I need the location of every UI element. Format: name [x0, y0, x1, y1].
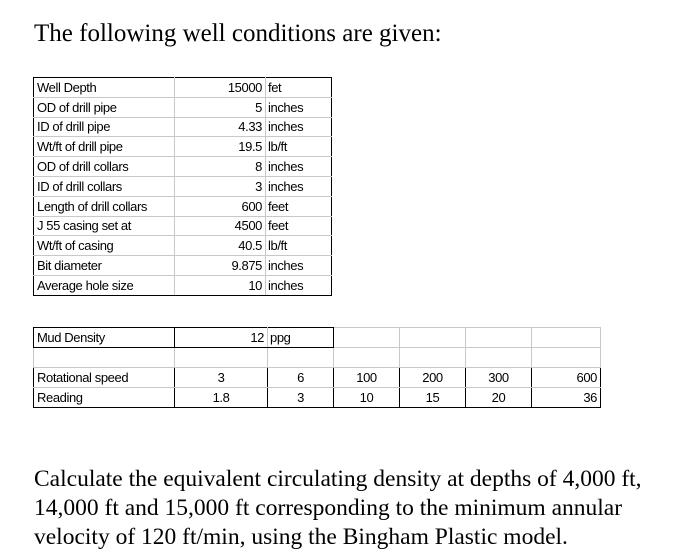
condition-label: OD of drill collars — [34, 157, 175, 177]
reading-cell: 20 — [466, 388, 532, 408]
empty-cell — [400, 348, 466, 368]
reading-cell: 36 — [532, 388, 601, 408]
rotational-speed-row — [34, 368, 601, 388]
empty-cell — [268, 348, 334, 368]
condition-unit: inches — [266, 117, 332, 137]
condition-row — [34, 117, 332, 137]
condition-value: 40.5 — [175, 236, 266, 256]
rotational-speed-label: Rotational speed — [34, 368, 175, 388]
question-text — [34, 465, 694, 552]
condition-unit: feet — [266, 216, 332, 236]
empty-cell — [175, 348, 268, 368]
question-line: Calculate the equivalent circulating density at depths of 4,000 ft, — [34, 466, 642, 492]
condition-label: Well Depth — [34, 78, 175, 98]
condition-row — [34, 137, 332, 157]
condition-unit: lb/ft — [266, 137, 332, 157]
question-line: velocity of 120 ft/min, using the Bingham Plastic model. — [34, 524, 568, 550]
condition-value: 3 — [175, 176, 266, 196]
condition-value: 19.5 — [175, 137, 266, 157]
empty-cell — [400, 328, 466, 348]
condition-value: 4.33 — [175, 117, 266, 137]
speed-cell: 3 — [175, 368, 268, 388]
condition-label: ID of drill pipe — [34, 117, 175, 137]
condition-unit: inches — [266, 97, 332, 117]
condition-label: Average hole size — [34, 275, 175, 295]
condition-unit: fet — [266, 78, 332, 98]
condition-value: 15000 — [175, 78, 266, 98]
reading-cell: 1.8 — [175, 388, 268, 408]
spacer-row — [34, 348, 601, 368]
empty-cell — [532, 348, 601, 368]
empty-cell — [334, 348, 400, 368]
condition-row — [34, 236, 332, 256]
condition-label: Bit diameter — [34, 256, 175, 276]
well-conditions-table — [33, 77, 332, 296]
condition-value: 5 — [175, 97, 266, 117]
condition-row — [34, 196, 332, 216]
condition-row — [34, 176, 332, 196]
condition-unit: lb/ft — [266, 236, 332, 256]
condition-label: Wt/ft of drill pipe — [34, 137, 175, 157]
question-line: 14,000 ft and 15,000 ft corresponding to the minimum annular — [34, 495, 623, 521]
condition-label: Wt/ft of casing — [34, 236, 175, 256]
condition-label: Length of drill collars — [34, 196, 175, 216]
condition-unit: inches — [266, 157, 332, 177]
mud-rheology-table — [33, 327, 601, 408]
mud-density-label: Mud Density — [34, 328, 175, 348]
reading-row — [34, 388, 601, 408]
reading-cell: 10 — [334, 388, 400, 408]
speed-cell: 200 — [400, 368, 466, 388]
condition-row — [34, 157, 332, 177]
condition-unit: feet — [266, 196, 332, 216]
empty-cell — [532, 328, 601, 348]
reading-cell: 15 — [400, 388, 466, 408]
condition-label: OD of drill pipe — [34, 97, 175, 117]
condition-row — [34, 275, 332, 295]
speed-cell: 6 — [268, 368, 334, 388]
condition-value: 600 — [175, 196, 266, 216]
speed-cell: 100 — [334, 368, 400, 388]
reading-cell: 3 — [268, 388, 334, 408]
condition-value: 8 — [175, 157, 266, 177]
mud-density-value: 12 — [175, 328, 268, 348]
reading-label: Reading — [34, 388, 175, 408]
page-heading: The following well conditions are given: — [34, 20, 442, 47]
empty-cell — [466, 348, 532, 368]
condition-value: 4500 — [175, 216, 266, 236]
speed-cell: 300 — [466, 368, 532, 388]
condition-value: 9.875 — [175, 256, 266, 276]
mud-density-unit: ppg — [268, 328, 334, 348]
condition-unit: inches — [266, 275, 332, 295]
condition-row — [34, 256, 332, 276]
mud-density-row — [34, 328, 601, 348]
condition-row — [34, 97, 332, 117]
empty-cell — [466, 328, 532, 348]
speed-cell: 600 — [532, 368, 601, 388]
condition-unit: inches — [266, 256, 332, 276]
condition-unit: inches — [266, 176, 332, 196]
condition-label: J 55 casing set at — [34, 216, 175, 236]
empty-cell — [334, 328, 400, 348]
condition-value: 10 — [175, 275, 266, 295]
condition-label: ID of drill collars — [34, 176, 175, 196]
condition-row — [34, 216, 332, 236]
empty-cell — [34, 348, 175, 368]
condition-row — [34, 78, 332, 98]
